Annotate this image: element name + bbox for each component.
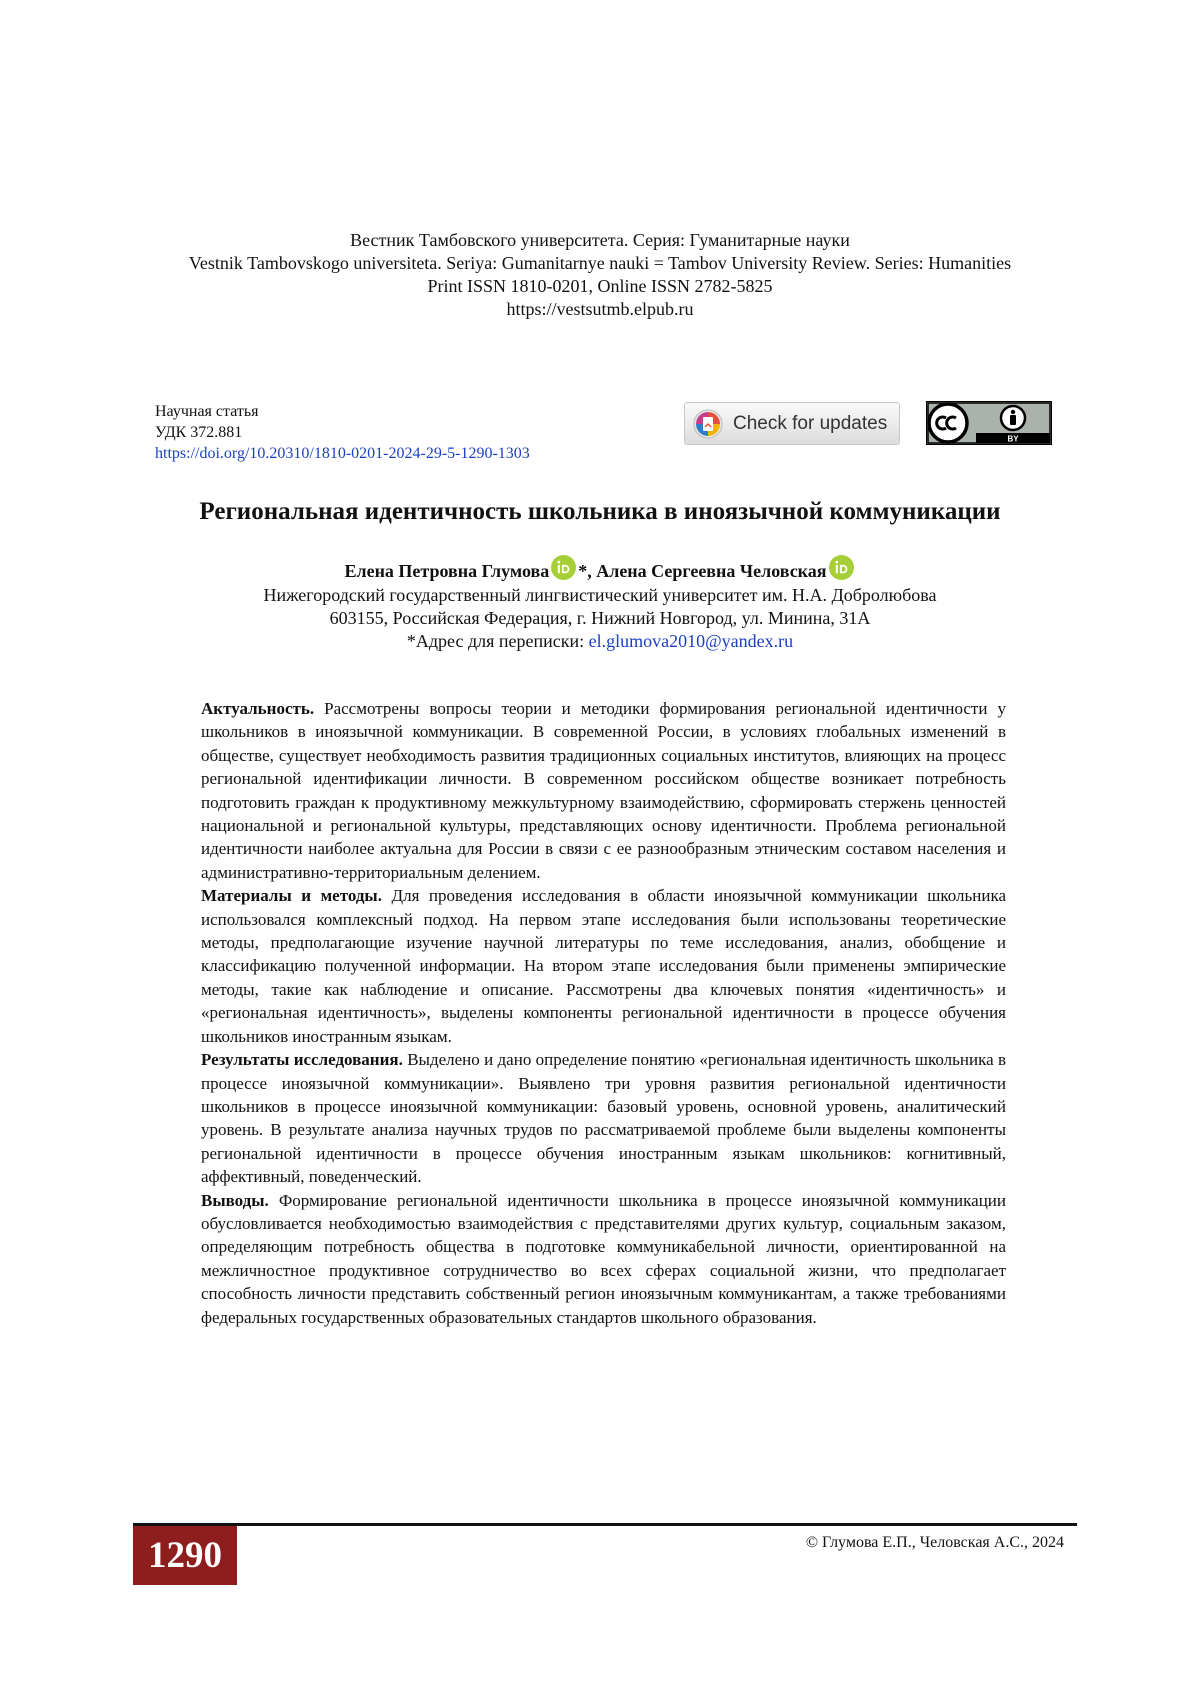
- udk: УДК 372.881: [155, 424, 243, 441]
- journal-url: https://vestsutmb.elpub.ru: [506, 299, 694, 319]
- abstract-text: Выделено и дано определение понятию «региональная идентичность школьника в процессе иноязычной коммуникации». Выявлено три уровня развития региональной идентичности школьников в процессе иноязычной коммуникации: базовый уровень, основной уровень, аналитический уровень. В результате анализа научных трудов по рассматриваемой проблеме были выделены компоненты региональной идентичности в процессе обучения иностранным языкам школьников: когнитивный, аффективный, поведенческий.: [201, 1050, 1006, 1187]
- journal-title-ru: Вестник Тамбовского университета. Серия: Гуманитарные науки: [350, 230, 850, 250]
- abstract-heading: Актуальность.: [201, 699, 315, 718]
- article-title: Региональная идентичность школьника в иноязычной коммуникации: [199, 498, 1001, 525]
- author-name: Елена Петровна Глумова: [344, 561, 550, 581]
- author-names: [0, 559, 1200, 584]
- page-number: 1290: [133, 1526, 237, 1585]
- cc-by-label: BY: [1007, 434, 1019, 444]
- authors-block: [0, 559, 1200, 653]
- abstract: [201, 697, 1006, 1329]
- abstract-heading: Результаты исследования.: [201, 1050, 403, 1070]
- abstract-text: Формирование региональной идентичности школьника в процессе иноязычной коммуникации обусловливается необходимостью взаимодействия с представителями других культур, социальным заказом, определяющим потребность общества в подготовке коммуникабельной личности, ориентированной на межличностное продуктивное сотрудничество во всех сферах социальной жизни, что предполагает способность личности представить собственный регион иноязычным коммуникантам, а также требованиями федеральных государственных образовательных стандартов школьного образования.: [201, 1190, 1006, 1327]
- check-updates-label: Check for updates: [733, 412, 888, 434]
- abstract-heading: Материалы и методы.: [201, 886, 382, 906]
- orcid-icon[interactable]: [551, 555, 576, 580]
- issn-line: Print ISSN 1810-0201, Online ISSN 2782-5825: [427, 276, 773, 296]
- orcid-icon[interactable]: [829, 555, 854, 580]
- article-meta: [155, 401, 530, 464]
- abstract-text: Для проведения исследования в области иноязычной коммуникации школьника использовался комплексный подход. На первом этапе исследования были использованы теоретические методы, предполагающие изучение научной литературы по теме исследования, анализ, обобщение и классификацию полученной информации. На втором этапе исследования были применены эмпирические методы, такие как наблюдение и описание. Рассмотрены два ключевых понятия «идентичность» и «региональная идентичность», выделены компоненты региональной идентичности в процессе обучения школьников иностранным языкам.: [201, 886, 1006, 1046]
- footer-divider: [133, 1523, 1077, 1526]
- abstract-heading: Выводы.: [201, 1190, 269, 1210]
- correspondence: [0, 630, 1200, 653]
- correspondence-label: *Адрес для переписки:: [406, 631, 589, 651]
- address: 603155, Российская Федерация, г. Нижний Новгород, ул. Минина, 31А: [329, 608, 871, 628]
- cc-by-license-icon[interactable]: [926, 401, 1052, 445]
- abstract-text: Рассмотрены вопросы теории и методики формирования региональной идентичности у школьников в иноязычной коммуникации. В современной России, в условиях глобальных изменений в обществе, существует необходимость развития традиционных социальных институтов, влияющих на процесс региональной идентификации личности. В современном российском обществе возникает потребность подготовить граждан к продуктивному межкультурному взаимодействию, сформировать стержень ценностей национальной и региональной культуры, представляющих основу идентичности. Проблема региональной идентичности наиболее актуальна для России в связи с ее разнообразным этническим составом населения и административно-территориальным делением.: [201, 699, 1006, 882]
- check-updates-icon: [693, 409, 723, 439]
- copyright: © Глумова Е.П., Человская А.С., 2024: [805, 1534, 1064, 1551]
- abstract-paragraph: [201, 1048, 1006, 1188]
- abstract-paragraph: [201, 1189, 1006, 1329]
- author-separator: *,: [578, 561, 597, 581]
- abstract-paragraph: [201, 884, 1006, 1048]
- journal-header: [0, 229, 1200, 321]
- journal-title-en: Vestnik Tambovskogo universiteta. Seriya: Gumanitarnye nauki = Tambov University Review. Series: Humanities: [188, 253, 1012, 273]
- author-name: Алена Сергеевна Человская: [596, 561, 827, 581]
- doi-link[interactable]: https://doi.org/10.20310/1810-0201-2024-29-5-1290-1303: [155, 445, 530, 462]
- affiliation: Нижегородский государственный лингвистический университет им. Н.А. Добролюбова: [263, 585, 937, 605]
- abstract-paragraph: [201, 697, 1006, 884]
- email-link[interactable]: el.glumova2010@yandex.ru: [588, 631, 794, 651]
- check-for-updates-button[interactable]: [684, 402, 900, 445]
- article-type: Научная статья: [155, 403, 259, 420]
